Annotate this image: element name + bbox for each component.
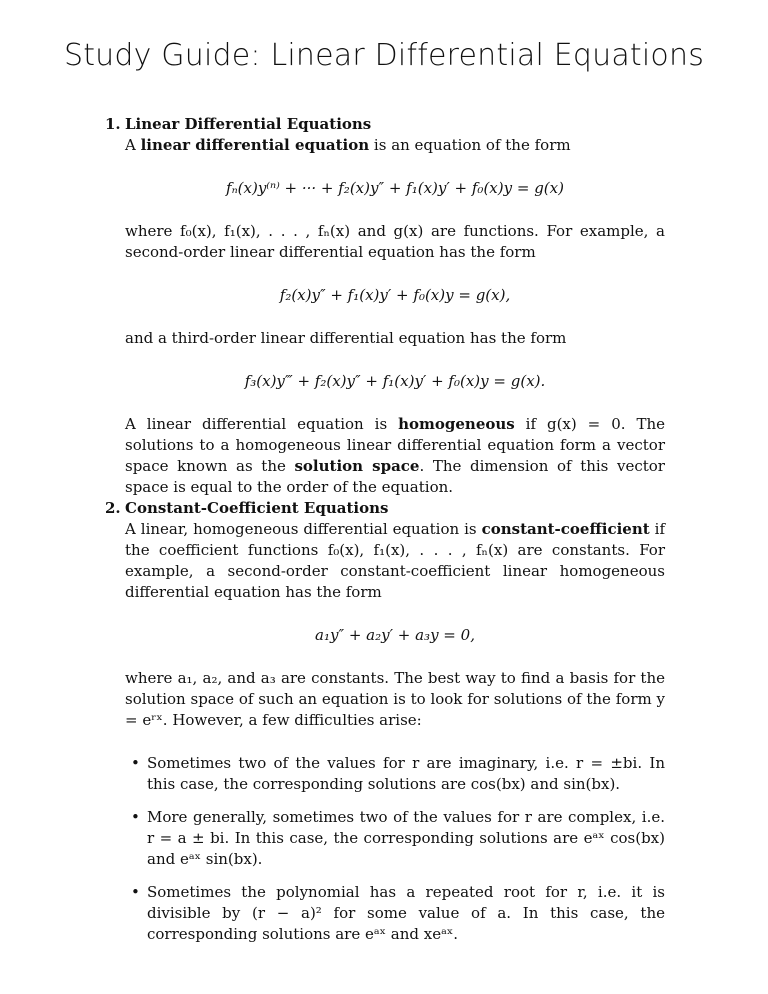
text: A xyxy=(125,136,141,154)
paragraph xyxy=(125,414,665,498)
equation: a₁y″ + a₂y′ + a₃y = 0, xyxy=(315,626,475,644)
paragraph xyxy=(125,519,665,603)
section-body xyxy=(125,519,665,945)
paragraph: where a₁, a₂, and a₃ are constants. The best way to find a basis for the solution space of such an equation is to look for solutions of the form y = eʳˣ. However, a few difficulties arise: xyxy=(125,669,665,729)
section-number: 2. xyxy=(105,499,121,517)
list-item-text: More generally, sometimes two of the values for r are complex, i.e. r = a ± bi. In this case, the corresponding solutions are eᵃˣ cos(bx) and eᵃˣ sin(bx). xyxy=(147,808,665,868)
text: if the coefficient functions f₀(x), f₁(x), . . . , fₙ(x) are constants. For example, a second-order constant-coefficient linear homogeneous differential equation has the form xyxy=(125,520,665,601)
text: A linear differential equation is xyxy=(125,415,399,433)
term: solution space xyxy=(294,457,420,475)
equation: fₙ(x)y⁽ⁿ⁾ + ··· + f₂(x)y″ + f₁(x)y′ + f₀(x)y = g(x) xyxy=(226,179,564,197)
section-title: Constant-Coefficient Equations xyxy=(125,499,389,517)
section-title: Linear Differential Equations xyxy=(125,115,372,133)
section-heading xyxy=(105,498,665,519)
paragraph: where f₀(x), f₁(x), . . . , fₙ(x) and g(x) are functions. For example, a second-order linear differential equation has the form xyxy=(125,222,665,261)
text: A linear, homogeneous differential equation is xyxy=(125,520,482,538)
bullet-list xyxy=(125,753,665,945)
section-number: 1. xyxy=(105,115,121,133)
bullet-icon: • xyxy=(131,883,140,901)
bullet-icon: • xyxy=(131,808,140,826)
paragraph: and a third-order linear differential equation has the form xyxy=(125,329,567,347)
section-body xyxy=(125,135,665,498)
list-item xyxy=(125,882,665,945)
section-constant-coefficient-equations xyxy=(105,498,665,957)
paragraph xyxy=(125,135,665,156)
equation: f₃(x)y‴ + f₂(x)y″ + f₁(x)y′ + f₀(x)y = g(x). xyxy=(244,372,546,390)
section-heading xyxy=(105,114,665,135)
text: is an equation of the form xyxy=(369,136,571,154)
term: linear differential equation xyxy=(140,136,370,154)
text: . The dimension of this vector space is equal to the order of the equation. xyxy=(125,457,665,496)
text: if g(x) = 0. The solutions to a homogeneous linear differential equation form a vector space known as the xyxy=(125,415,665,475)
section-linear-differential-equations xyxy=(105,114,665,498)
term: constant-coefficient xyxy=(481,520,650,538)
bullet-icon: • xyxy=(131,754,140,772)
list-item xyxy=(125,753,665,795)
page-title: Study Guide: Linear Differential Equations xyxy=(63,38,705,73)
list-item-text: Sometimes two of the values for r are imaginary, i.e. r = ±bi. In this case, the corresponding solutions are cos(bx) and sin(bx). xyxy=(147,754,665,793)
list-item xyxy=(125,807,665,870)
list-item-text: Sometimes the polynomial has a repeated root for r, i.e. it is divisible by (r − a)² for some value of a. In this case, the corresponding solutions are eᵃˣ and xeᵃˣ. xyxy=(147,883,665,943)
equation: f₂(x)y″ + f₁(x)y′ + f₀(x)y = g(x), xyxy=(279,286,511,304)
term: homogeneous xyxy=(398,415,515,433)
